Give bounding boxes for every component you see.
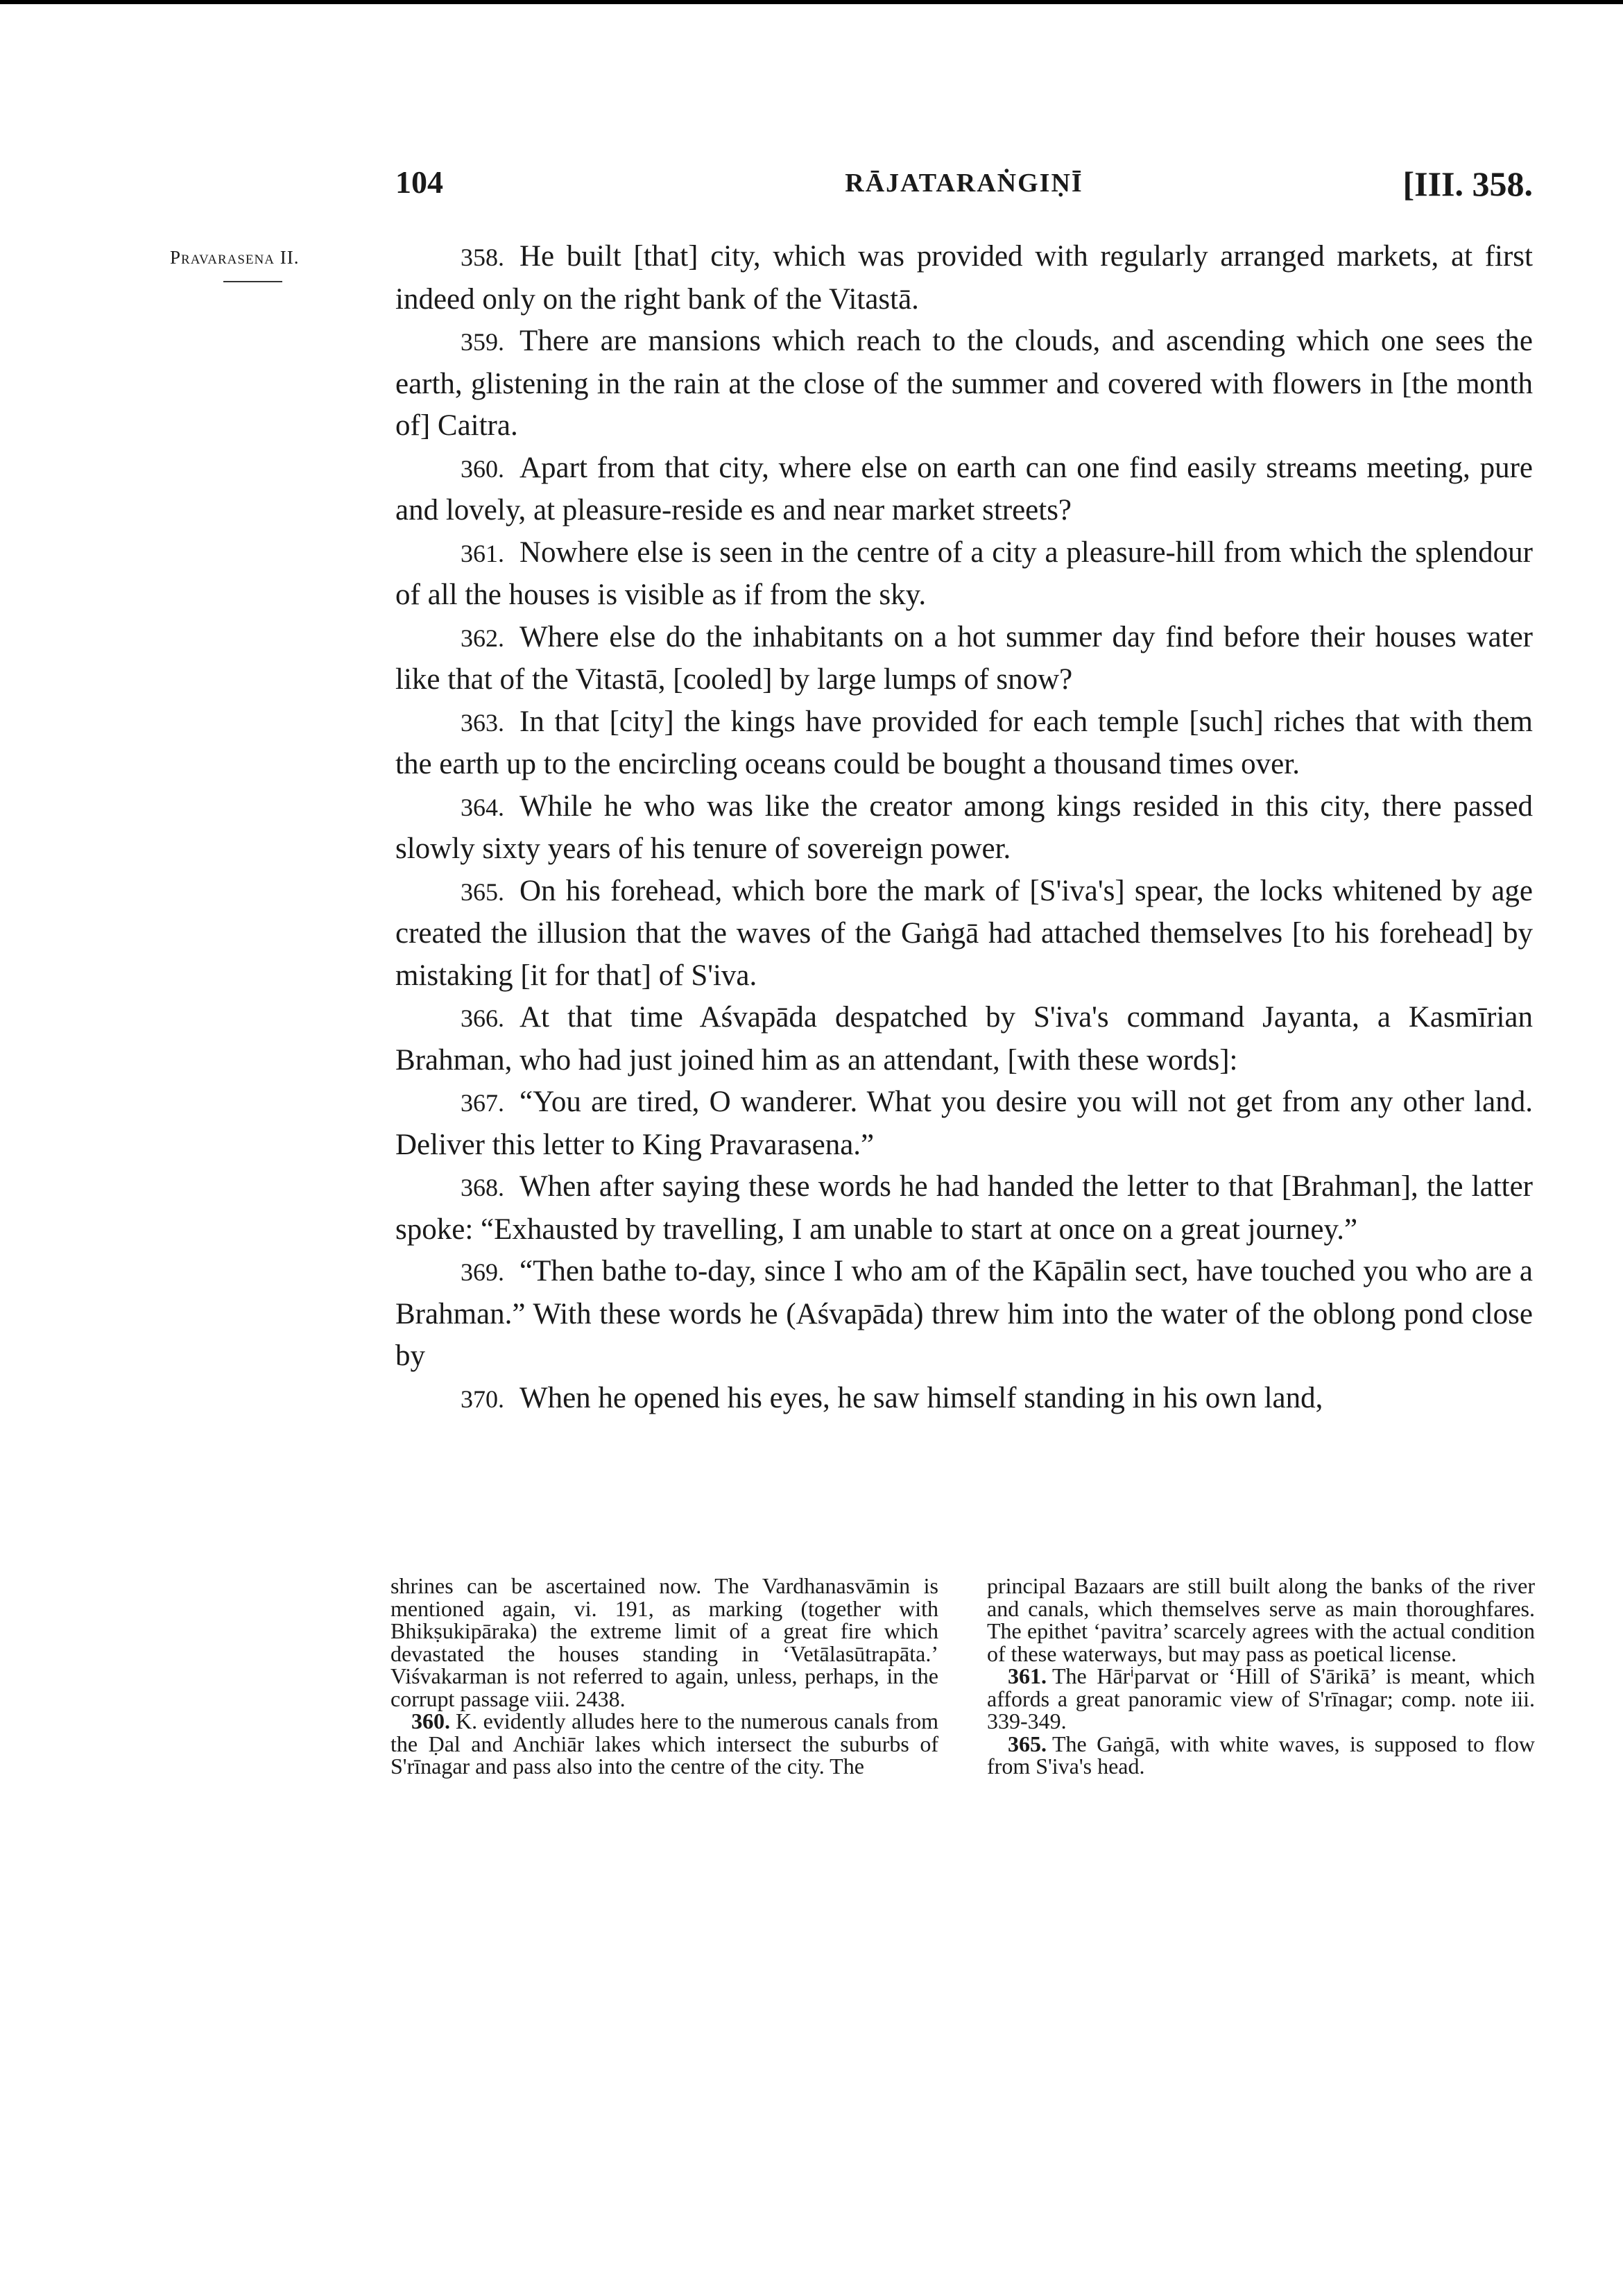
margin-rule (223, 281, 282, 282)
footnote-text: shrines can be ascertained now. The Vardhanasvāmin is mentioned again, vi. 191, as marking (together with Bhikṣukipāraka) the extreme limit of a great fire which devastated the houses standing in ‘Vetālasūtrapāta.’ Viśvakarman is not referred to again, unless, perhaps, in the corrupt passage viii. 2438. (390, 1573, 938, 1711)
verse-number: 364. (461, 793, 504, 821)
footnote-361 (987, 1665, 1535, 1733)
verse-number: 370. (461, 1385, 504, 1413)
verse-365 (395, 871, 1533, 997)
verse-368 (395, 1166, 1533, 1251)
verse-number: 369. (461, 1258, 504, 1286)
verse-text: Nowhere else is seen in the centre of a city a pleasure-hill from which the splendour of all the houses is visible as if from the sky. (395, 536, 1533, 611)
footnote-text: The Gaṅgā, with white waves, is supposed to flow from S'iva's head. (987, 1731, 1535, 1779)
verse-363 (395, 701, 1533, 786)
footnotes-right-column (987, 1575, 1535, 1778)
verse-number: 362. (461, 624, 504, 652)
verse-number: 366. (461, 1004, 504, 1032)
footnote-text: K. evidently alludes here to the numerous canals from the Ḍal and Anchiār lakes which intersect the suburbs of S'rīnagar and pass also into the centre of the city. The (390, 1708, 938, 1779)
verse-362 (395, 617, 1533, 701)
footnote-365 (987, 1733, 1535, 1778)
footnote (390, 1575, 938, 1710)
page-number: 104 (395, 164, 443, 200)
verse-text: “Then bathe to-day, since I who am of the Kāpālin sect, have touched you who are a Brahman.” With these words he (Aśvapāda) threw him into the water of the oblong pond close by (395, 1255, 1533, 1372)
verse-number: 358. (461, 243, 504, 271)
verse-number: 363. (461, 708, 504, 737)
verse-number: 361. (461, 539, 504, 567)
verse-text: There are mansions which reach to the clouds, and ascending which one sees the earth, glistening in the rain at the close of the summer and covered with flowers in [the month of] Caitra. (395, 325, 1533, 442)
verse-text: At that time Aśvapāda despatched by S'iva's command Jayanta, a Kasmīrian Brahman, who had just joined him as an attendant, [with these words]: (395, 1001, 1533, 1077)
verse-369 (395, 1251, 1533, 1378)
verse-number: 368. (461, 1174, 504, 1201)
section-reference: [III. 358. (1402, 164, 1533, 203)
footnote-text: The Hārⁱparvat or ‘Hill of S'ārikā’ is meant, which affords a great panoramic view of S'rīnagar; comp. note iii. 339-349. (987, 1663, 1535, 1733)
verse-367 (395, 1081, 1533, 1166)
top-border-rule (0, 0, 1623, 4)
page-header (395, 164, 1533, 205)
verse-text: He built [that] city, which was provided with regularly arranged markets, at first indeed only on the right bank of the Vitastā. (395, 240, 1533, 316)
verse-360 (395, 447, 1533, 532)
verse-number: 365. (461, 877, 504, 906)
verse-number: 359. (461, 328, 504, 356)
verse-number: 360. (461, 454, 504, 483)
verse-text: In that [city] the kings have provided for each temple [such] riches that with them the earth up to the encircling oceans could be bought a thousand times over. (395, 705, 1533, 780)
verse-359 (395, 320, 1533, 447)
verse-370 (395, 1378, 1533, 1421)
footnote-number: 365. (1008, 1731, 1047, 1756)
footnote-360 (390, 1710, 938, 1778)
verse-358 (395, 236, 1533, 320)
running-title: RĀJATARAṄGIṆĪ (845, 169, 1083, 198)
verse-text: When he opened his eyes, he saw himself standing in his own land, (519, 1381, 1323, 1414)
verse-text: When after saying these words he had handed the letter to that [Brahman], the latter spoke: “Exhausted by travelling, I am unable to start at once on a great journey.” (395, 1170, 1533, 1246)
verse-text: On his forehead, which bore the mark of [S'iva's] spear, the locks whitened by age created the illusion that the waves of the Gaṅgā had attached themselves [to his forehead] by mistaking [it for that] of S'iva. (395, 874, 1533, 992)
verse-number: 367. (461, 1089, 504, 1117)
verse-366 (395, 997, 1533, 1081)
verse-text: Apart from that city, where else on earth can one find easily streams meeting, pure and lovely, at pleasure-reside es and near market streets? (395, 451, 1533, 526)
verse-361 (395, 532, 1533, 617)
footnotes (390, 1575, 1535, 1778)
margin-note: Pravarasena II. (170, 247, 300, 268)
verse-text: “You are tired, O wanderer. What you desire you will not get from any other land. Deliver this letter to King Pravarasena.” (395, 1086, 1533, 1161)
footnote-number: 361. (1008, 1663, 1047, 1688)
verse-364 (395, 786, 1533, 871)
footnote (987, 1575, 1535, 1665)
verse-body (395, 236, 1533, 1420)
footnotes-left-column (390, 1575, 938, 1778)
verse-text: While he who was like the creator among kings resided in this city, there passed slowly sixty years of his tenure of sovereign power. (395, 789, 1533, 865)
verse-text: Where else do the inhabitants on a hot summer day find before their houses water like that of the Vitastā, [cooled] by large lumps of snow? (395, 620, 1533, 696)
footnote-text: principal Bazaars are still built along the banks of the river and canals, which themselves serve as main thoroughfares. The epithet ‘pavitra’ scarcely agrees with the actual condition of these waterways, but may pass as poetical license. (987, 1573, 1535, 1666)
footnote-number: 360. (411, 1708, 450, 1733)
